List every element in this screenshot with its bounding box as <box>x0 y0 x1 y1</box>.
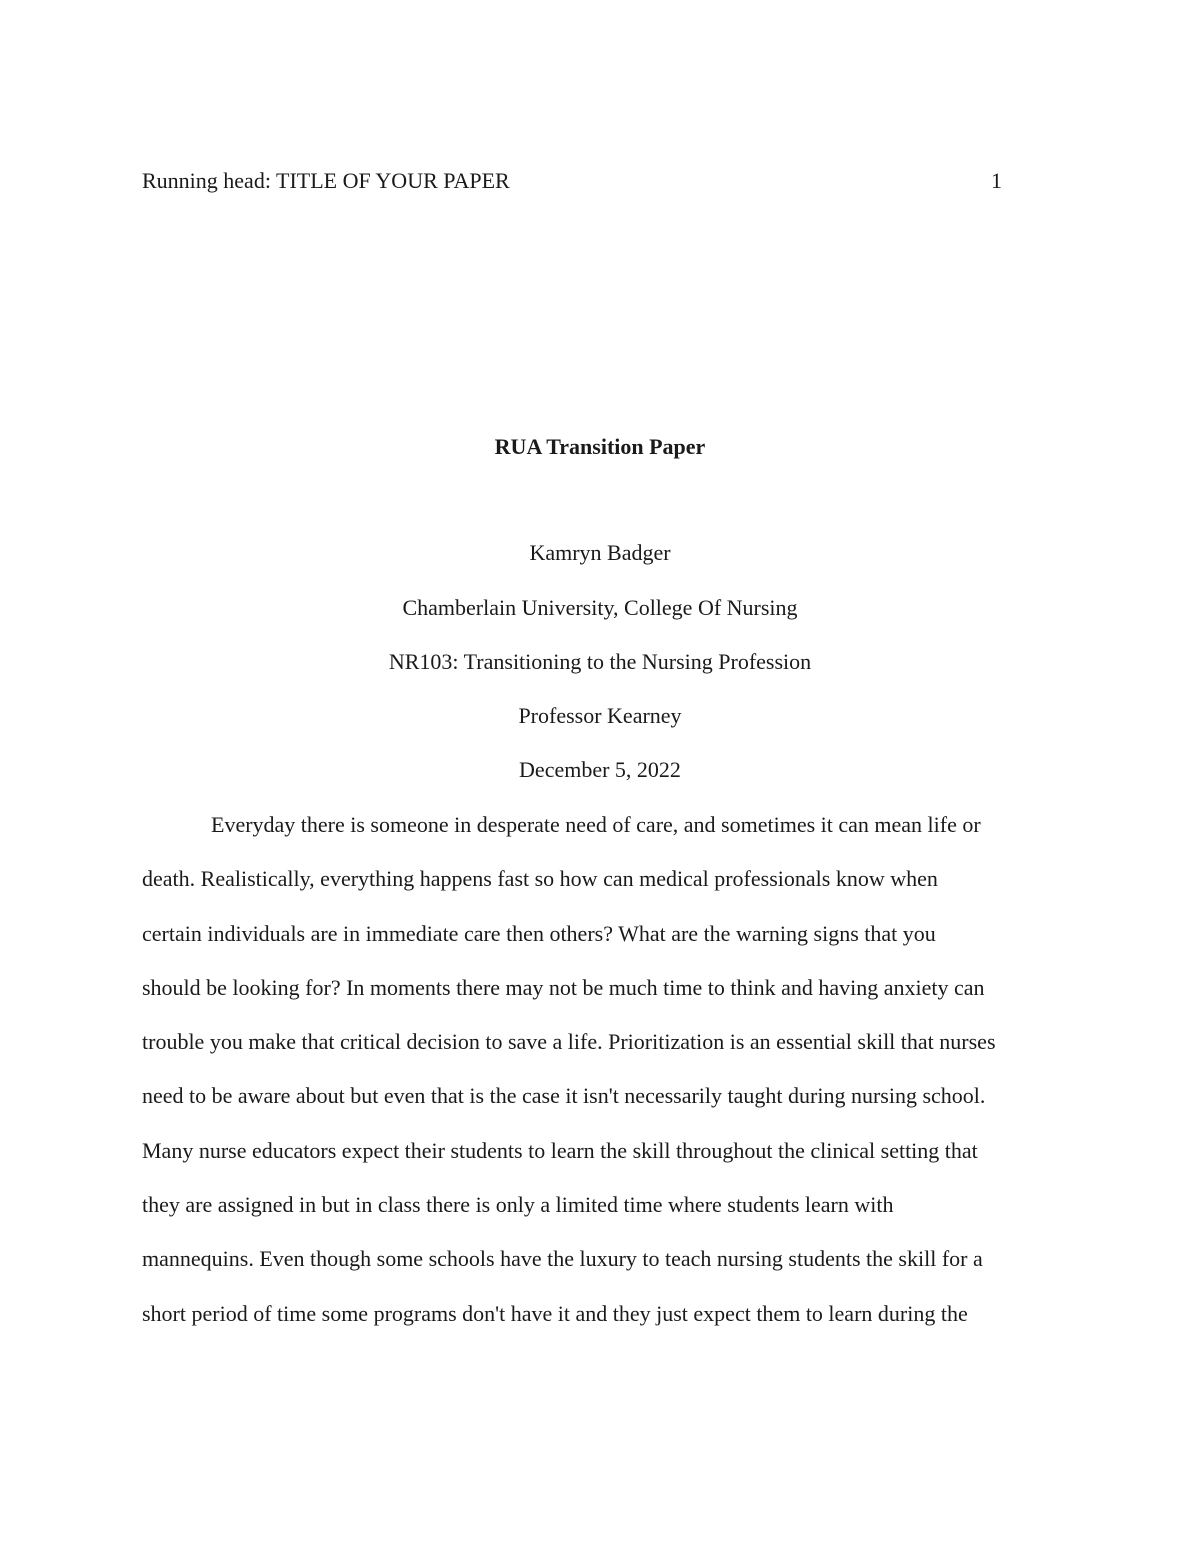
course-name: NR103: Transitioning to the Nursing Profession <box>388 649 812 674</box>
submission-date: December 5, 2022 <box>519 757 681 782</box>
institution: Chamberlain University, College Of Nursing <box>402 595 798 620</box>
body-line: Many nurse educators expect their students to learn the skill throughout the clinical setting that <box>142 1137 978 1163</box>
body-line: they are assigned in but in class there is only a limited time where students learn with <box>142 1192 894 1218</box>
body-line: death. Realistically, everything happens fast so how can medical professionals know when <box>142 866 938 892</box>
body-line: certain individuals are in immediate care then others? What are the warning signs that you <box>142 920 936 946</box>
page-number: 1 <box>991 168 1002 193</box>
paper-title: RUA Transition Paper <box>494 434 706 459</box>
body-line: need to be aware about but even that is the case it isn't necessarily taught during nursing school. <box>142 1083 986 1109</box>
body-line: should be looking for? In moments there may not be much time to think and having anxiety can <box>142 974 985 1000</box>
instructor-name: Professor Kearney <box>518 703 682 728</box>
body-line: short period of time some programs don't have it and they just expect them to learn during the <box>142 1300 968 1326</box>
body-line: trouble you make that critical decision to save a life. Prioritization is an essential skill that nurses <box>142 1029 996 1055</box>
page-header <box>142 166 1002 196</box>
body-line: mannequins. Even though some schools have the luxury to teach nursing students the skill for a <box>142 1246 983 1272</box>
body-line: Everyday there is someone in desperate need of care, and sometimes it can mean life or <box>211 812 981 837</box>
author-name: Kamryn Badger <box>529 540 671 565</box>
body-paragraph <box>142 810 1058 1353</box>
running-head: Running head: TITLE OF YOUR PAPER <box>142 168 510 193</box>
